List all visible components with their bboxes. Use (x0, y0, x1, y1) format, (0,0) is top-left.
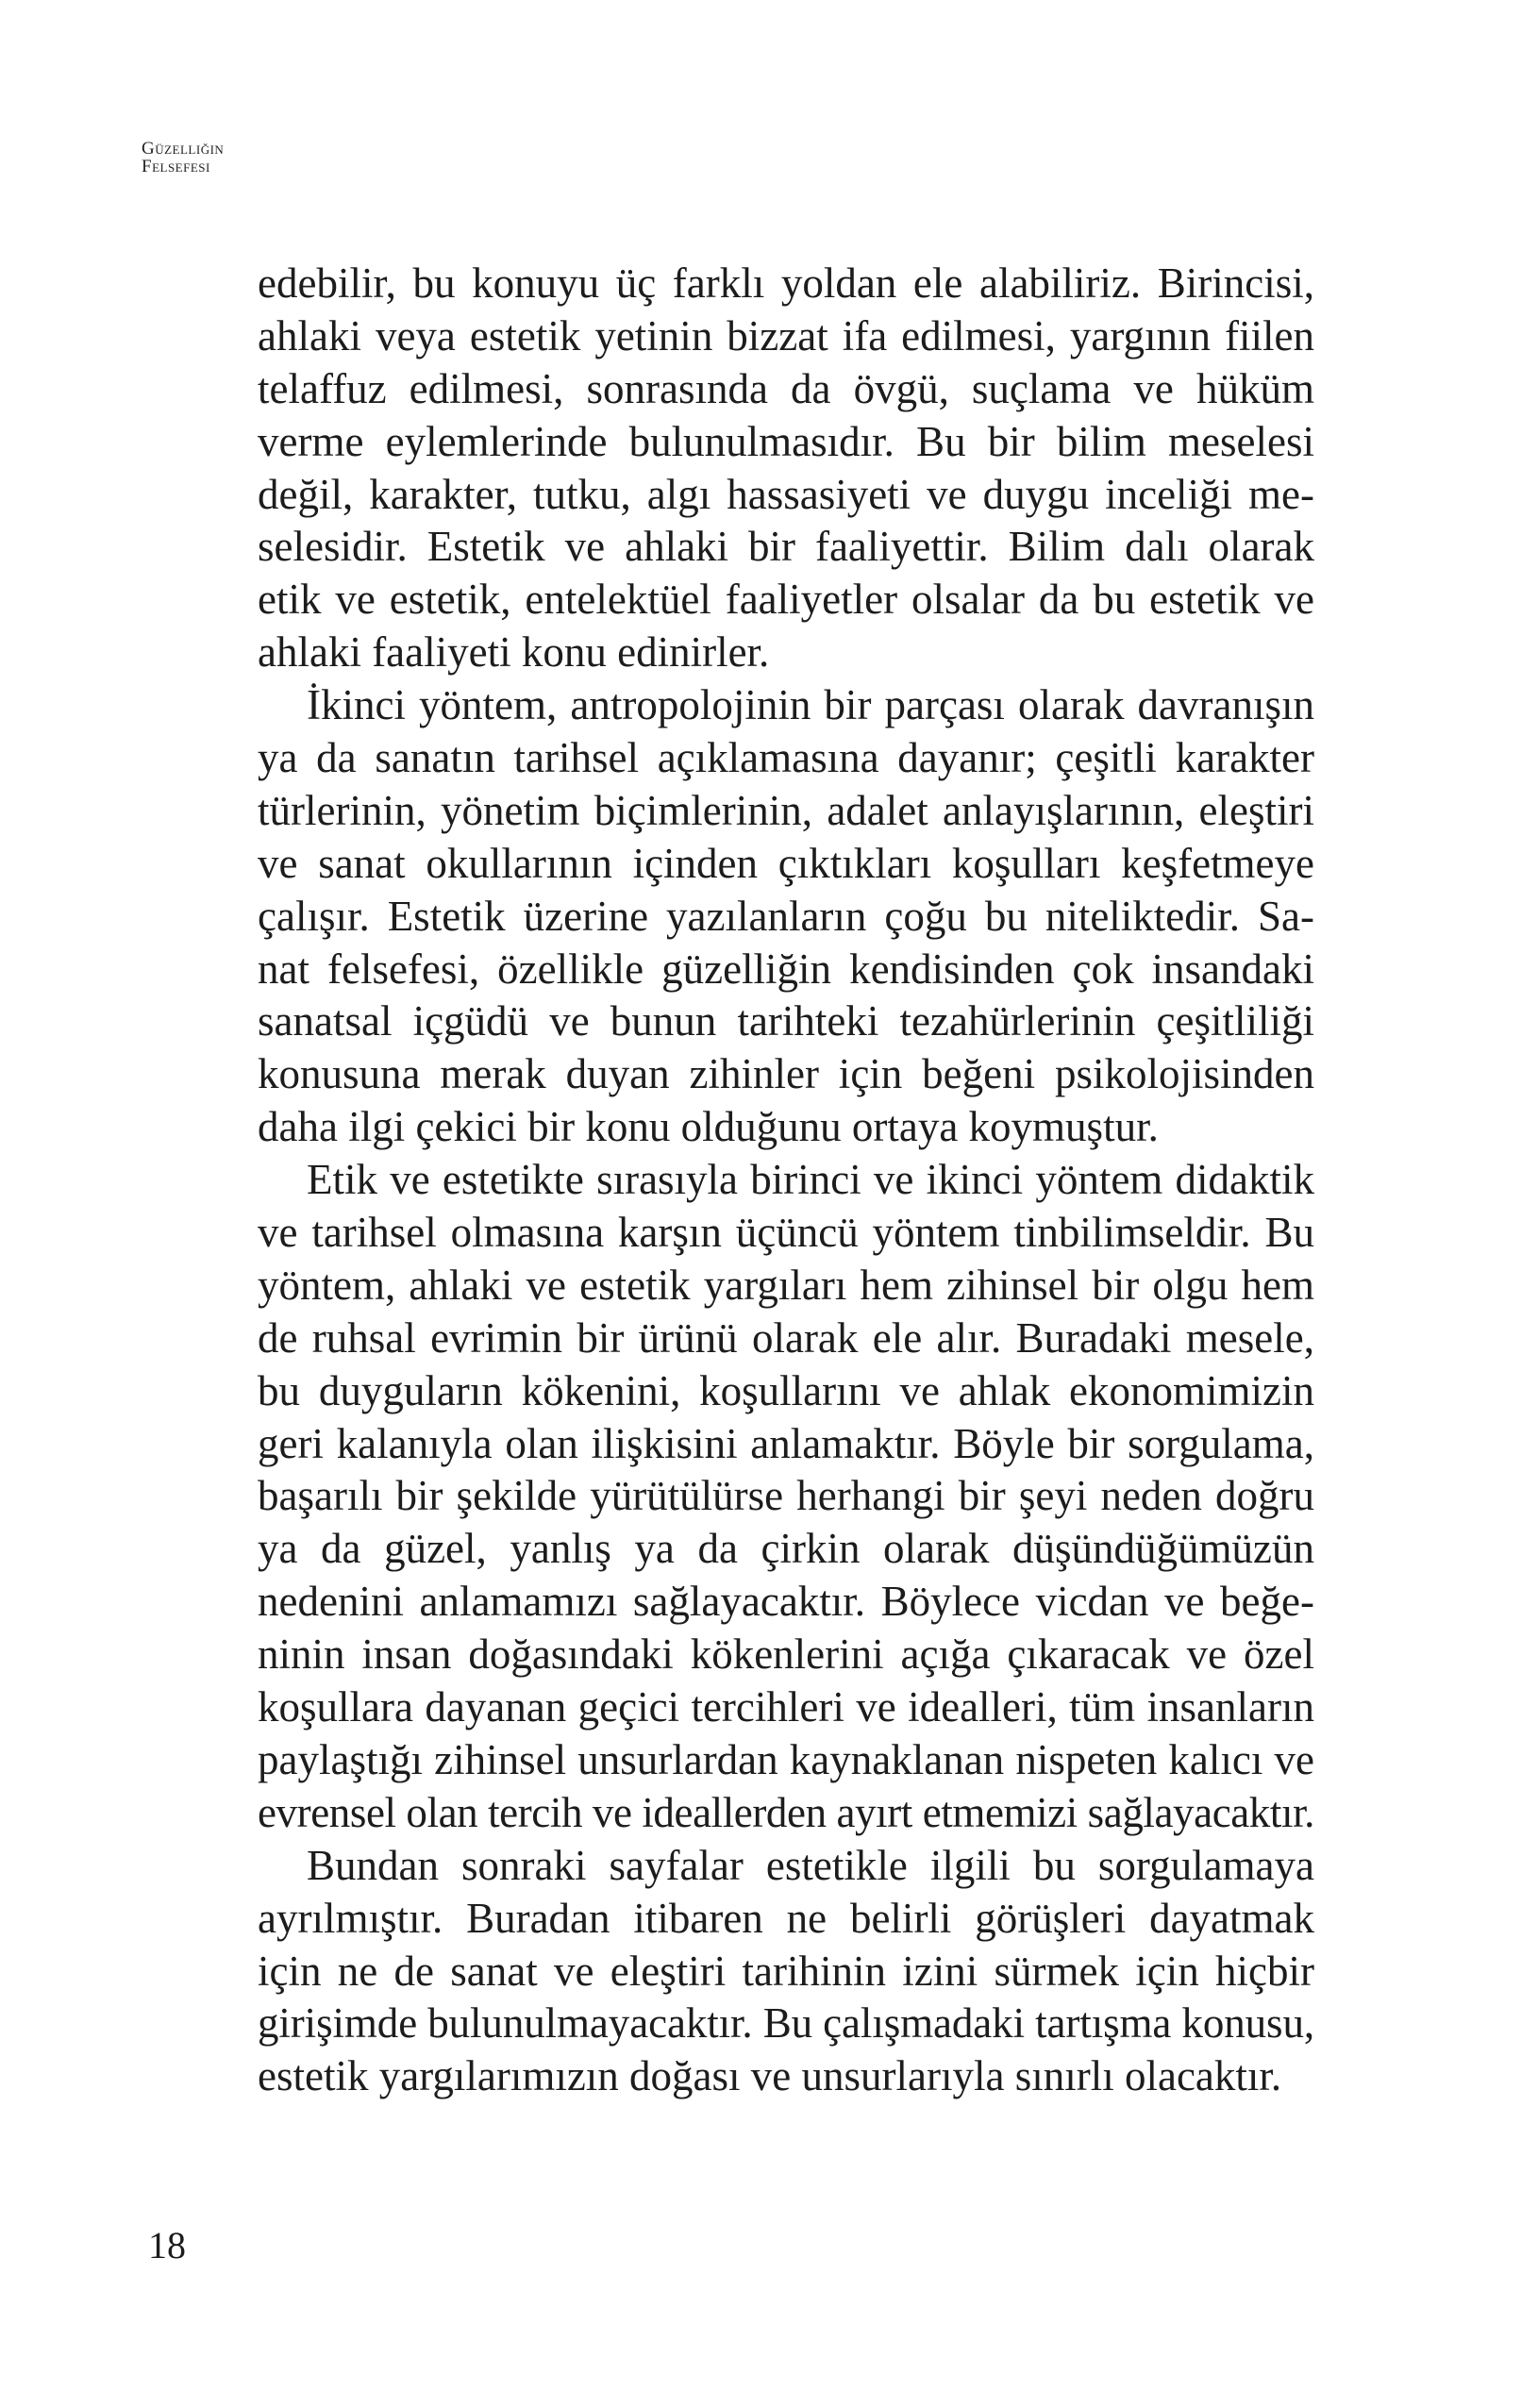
text-line: Etik ve estetikte sırasıyla birinci ve ikinci yöntem didaktik (307, 1156, 1314, 1204)
paragraph (258, 1154, 1314, 1840)
text-line: Bundan sonraki sayfalar estetikle ilgili bu sorgulamaya (307, 1841, 1314, 1889)
text-line: paylaştığı zihinsel unsurlardan kaynaklanan nispeten kalıcı ve (258, 1735, 1314, 1783)
paragraph (258, 1840, 1314, 2103)
paragraph (258, 679, 1314, 1154)
text-line: değil, karakter, tutku, algı hassasiyeti ve duygu inceliği me- (258, 470, 1314, 518)
text-line: ninin insan doğasındaki kökenlerini açığa çıkaracak ve özel (258, 1630, 1314, 1679)
text-line: estetik yargılarımızın doğası ve unsurlarıyla sınırlı olacaktır. (258, 2052, 1282, 2100)
text-line: bu duyguların kökenini, koşullarını ve ahlak ekonomimizin (258, 1366, 1314, 1414)
text-line: daha ilgi çekici bir konu olduğunu ortaya koymuştur. (258, 1103, 1159, 1151)
body-text (258, 258, 1314, 2103)
text-line: de ruhsal evrimin bir ürünü olarak ele alır. Buradaki mesele, (258, 1313, 1314, 1362)
text-line: selesidir. Estetik ve ahlaki bir faaliyettir. Bilim dalı olarak (258, 523, 1314, 571)
running-head (142, 140, 224, 176)
text-line: koşullara dayanan geçici tercihleri ve idealleri, tüm insanların (258, 1683, 1314, 1731)
text-line: türlerinin, yönetim biçimlerinin, adalet anlayışlarının, eleştiri (258, 786, 1314, 834)
text-line: ayrılmıştır. Buradan itibaren ne belirli görüşleri dayatmak (258, 1894, 1314, 1942)
text-line: sanatsal içgüdü ve bunun tarihteki tezahürlerinin çeşitliliği (258, 997, 1314, 1045)
text-line: ahlaki veya estetik yetinin bizzat ifa edilmesi, yargının fiilen (258, 311, 1314, 360)
text-line: ahlaki faaliyeti konu edinirler. (258, 628, 770, 677)
text-line: telaffuz edilmesi, sonrasında da övgü, suçlama ve hüküm (258, 364, 1314, 412)
text-line: yöntem, ahlaki ve estetik yargıları hem zihinsel bir olgu hem (258, 1261, 1314, 1309)
text-line: için ne de sanat ve eleştiri tarihinin izini sürmek için hiçbir (258, 1947, 1314, 1995)
text-line: ve tarihsel olmasına karşın üçüncü yöntem tinbilimseldir. Bu (258, 1209, 1314, 1257)
text-line: nedenini anlamamızı sağlayacaktır. Böylece vicdan ve beğe- (258, 1578, 1314, 1626)
text-line: geri kalanıyla olan ilişkisini anlamaktır. Böyle bir sorgulama, (258, 1419, 1314, 1467)
text-line: ve sanat okullarının içinden çıktıkları koşulları keşfetmeye (258, 839, 1314, 887)
text-line: konusuna merak duyan zihinler için beğeni psikolojisinden (258, 1050, 1314, 1098)
paragraph (258, 258, 1314, 679)
text-line: nat felsefesi, özellikle güzelliğin kendisinden çok insandaki (258, 945, 1314, 993)
text-line: evrensel olan tercih ve ideallerden ayırt etmemizi sağlayacaktır. (258, 1788, 1314, 1836)
text-line: verme eylemlerinde bulunulmasıdır. Bu bir bilim meselesi (258, 417, 1314, 465)
running-head-line-1: Güzelliğin (142, 139, 225, 159)
text-line: girişimde bulunulmayacaktır. Bu çalışmadaki tartışma konusu, (258, 1999, 1314, 2048)
text-line: etik ve estetik, entelektüel faaliyetler olsalar da bu estetik ve (258, 576, 1314, 624)
text-line: İkinci yöntem, antropolojinin bir parçası olarak davranışın (307, 681, 1314, 729)
text-line: edebilir, bu konuyu üç farklı yoldan ele alabiliriz. Birincisi, (258, 259, 1314, 307)
text-line: başarılı bir şekilde yürütülürse herhangi bir şeyi neden doğru (258, 1472, 1314, 1520)
running-head-line-2: Felsefesi (142, 157, 210, 176)
page-number: 18 (148, 2224, 186, 2266)
text-line: ya da sanatın tarihsel açıklamasına dayanır; çeşitli karakter (258, 734, 1314, 782)
text-line: ya da güzel, yanlış ya da çirkin olarak düşündüğümüzün (258, 1525, 1314, 1573)
text-line: çalışır. Estetik üzerine yazılanların çoğu bu niteliktedir. Sa- (258, 892, 1314, 940)
